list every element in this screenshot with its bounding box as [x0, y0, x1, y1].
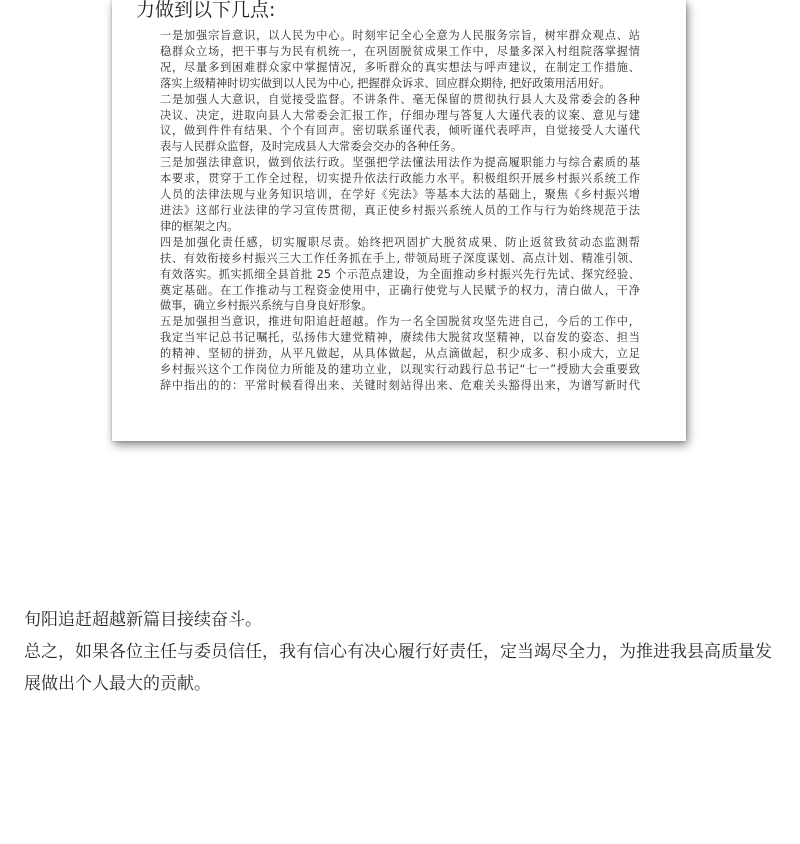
text-line: 稳群众立场，把干事与为民有机统一，在巩固脱贫成果工作中，尽量多深入村组院落掌握情	[160, 44, 640, 58]
text-line: 四是加强化责任感，切实履职尽责。始终把巩固扩大脱贫成果、防止返贫致贫动态监测帮	[160, 235, 640, 249]
text-line: 扶、有效衔接乡村振兴三大工作任务抓在手上, 带领局班子深度谋划、高点计划、精准引领、	[160, 251, 640, 265]
text-line: 的精神、坚韧的拼劲，从平凡做起，从具体做起，从点滴做起，积少成多、积小成大，立足	[160, 347, 640, 361]
text-line: 进法》这部行业法律的学习宣传贯彻，真正使乡村振兴系统人员的工作与行为始终规范于法	[160, 203, 640, 217]
text-line: 三是加强法律意识，做到依法行政。坚强把学法懂法用法作为提高履职能力与综合素质的基	[160, 156, 640, 170]
continuation-text	[24, 604, 784, 700]
text-line: 有效落实。抓实抓细全县首批 25 个示范点建设，为全面推动乡村振兴先行先试、探究经验、	[160, 267, 640, 281]
section-heading: 力做到以下几点:	[136, 0, 276, 21]
text-line: 乡村振兴这个工作岗位力所能及的建功立业，以现实行动践行总书记“七一”授励大会重要致	[160, 363, 640, 377]
paragraph-5	[160, 314, 640, 394]
paragraph-4	[160, 235, 640, 315]
text-line: 奠定基础。在工作推动与工程资金使用中，正确行使党与人民赋予的权力，清白做人，干净	[160, 283, 640, 297]
document-body	[160, 28, 640, 394]
paragraph-1	[160, 28, 640, 92]
text-line: 律的框架之内。	[160, 219, 239, 233]
text-line: 决议、决定，进取向县人大常委会汇报工作，仔细办理与答复人大谨代表的议案、意见与建	[160, 108, 640, 122]
document-page-image	[112, 0, 686, 441]
text-line: 人员的法律法规与业务知识培训，在学好《宪法》等基本大法的基础上，聚焦《乡村振兴增	[160, 188, 640, 202]
text-line: 落实上级精神时切实做到以人民为中心, 把握群众诉求、回应群众期待, 把好政策用活用好。	[160, 76, 611, 90]
paragraph-3	[160, 155, 640, 235]
text-line: 议，做到件件有结果、个个有回声。密切联系谨代表，倾听谨代表呼声，自觉接受人大谨代	[160, 124, 640, 138]
paragraph-2	[160, 92, 640, 156]
text-line: 表与人民群众监督，及时完成县人大常委会交办的各种任务。	[160, 140, 463, 154]
text-line: 做事，确立乡村振兴系统与自身良好形象。	[160, 299, 373, 313]
text-line: 本要求，贯穿于工作全过程，切实提升依法行政能力水平。积极组织开展乡村振兴系统工作	[160, 172, 640, 186]
text-line: 况，尽量多到困难群众家中掌握情况，多听群众的真实想法与呼声建议，在制定工作措施、	[160, 60, 640, 74]
continuation-paragraph-2: 总之，如果各位主任与委员信任，我有信心有决心履行好责任，定当竭尽全力，为推进我县高质量发展做出个人最大的贡献。	[24, 642, 772, 694]
continuation-paragraph-1: 旬阳追赶超越新篇目接续奋斗。	[24, 610, 262, 630]
text-line: 一是加强宗旨意识，以人民为中心。时刻牢记全心全意为人民服务宗旨，树牢群众观点、站	[160, 29, 640, 42]
text-line: 辞中指出的的：平常时候看得出来、关键时刻站得出来、危难关头豁得出来，为谱写新时代	[160, 378, 640, 392]
text-line: 五是加强担当意识，推进旬阳追赶超越。作为一名全国脱贫攻坚先进自己，今后的工作中，	[160, 315, 640, 329]
text-line: 我定当牢记总书记嘱托，弘扬伟大建党精神，赓续伟大脱贫攻坚精神，以奋发的姿态、担当	[160, 331, 640, 345]
text-line: 二是加强人大意识，自觉接受监督。不讲条件、毫无保留的贯彻执行县人大及常委会的各种	[160, 92, 640, 106]
